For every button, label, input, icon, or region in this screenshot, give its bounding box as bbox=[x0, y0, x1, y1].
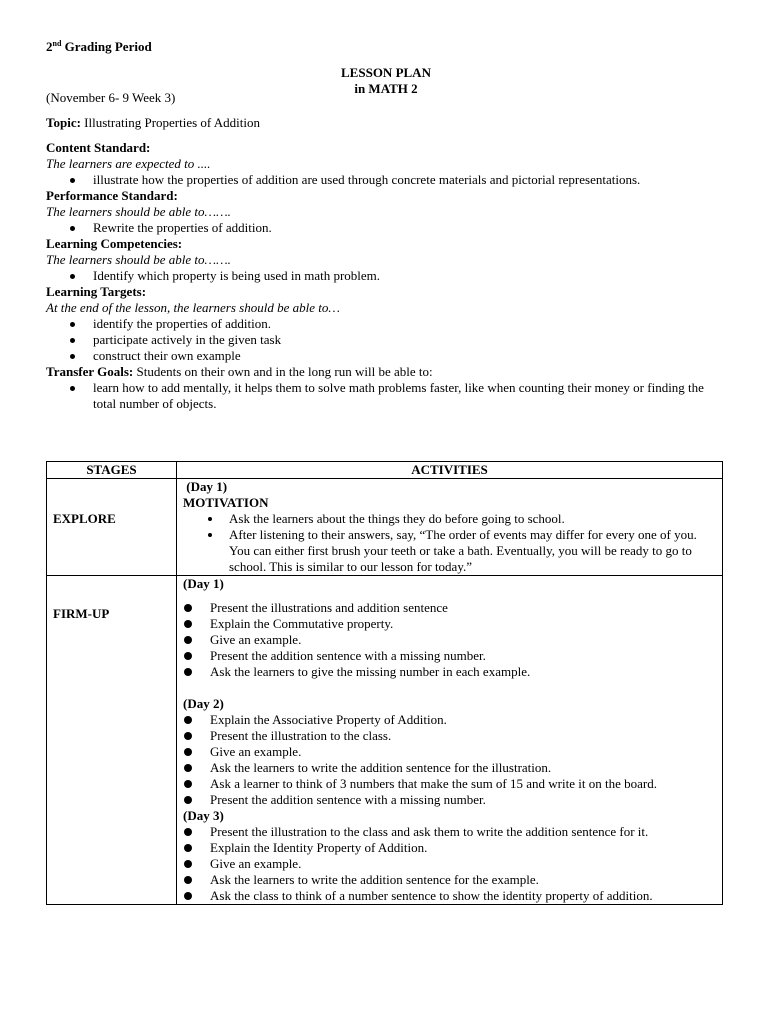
list-item: Present the illustrations and addition sentence bbox=[210, 600, 714, 616]
learning-competencies-heading: Learning Competencies: bbox=[46, 236, 183, 251]
list-item: Present the illustration to the class. bbox=[210, 728, 714, 744]
list-item: Explain the Associative Property of Addition. bbox=[210, 712, 714, 728]
list-item: illustrate how the properties of addition are used through concrete materials and pictorial representations. bbox=[93, 172, 726, 188]
title-line-2: in MATH 2 bbox=[354, 81, 418, 96]
list-item: Explain the Commutative property. bbox=[210, 616, 714, 632]
motivation-heading: MOTIVATION bbox=[183, 495, 269, 510]
list-item: Give an example. bbox=[210, 744, 714, 760]
table-row-firmup bbox=[47, 576, 723, 905]
grading-period bbox=[46, 38, 726, 55]
day-label: (Day 2) bbox=[183, 696, 224, 711]
list-item: Identify which property is being used in math problem. bbox=[93, 268, 726, 284]
performance-standard-list bbox=[46, 220, 726, 236]
day-label: (Day 1) bbox=[183, 576, 224, 591]
lesson-dates: (November 6- 9 Week 3) bbox=[46, 90, 176, 105]
transfer-goals-line bbox=[46, 364, 726, 380]
list-item: Give an example. bbox=[210, 856, 714, 872]
grading-number: 2 bbox=[46, 39, 53, 54]
list-item: identify the properties of addition. bbox=[93, 316, 726, 332]
stage-label: EXPLORE bbox=[53, 511, 116, 526]
list-item: Ask the class to think of a number sentence to show the identity property of addition. bbox=[210, 888, 714, 904]
activities-cell-firmup bbox=[177, 576, 723, 905]
stage-cell-firmup bbox=[47, 576, 177, 905]
table-row-explore bbox=[47, 479, 723, 576]
list-item: Explain the Identity Property of Addition. bbox=[210, 840, 714, 856]
transfer-goals-list bbox=[46, 380, 726, 412]
list-item: construct their own example bbox=[93, 348, 726, 364]
list-item: Give an example. bbox=[210, 632, 714, 648]
activities-cell-explore bbox=[177, 479, 723, 576]
day2-activity-list bbox=[183, 712, 714, 808]
topic-value: Illustrating Properties of Addition bbox=[80, 115, 261, 130]
day3-activity-list bbox=[183, 824, 714, 904]
grading-text: Grading Period bbox=[61, 39, 152, 54]
grading-ordinal-suffix: nd bbox=[52, 39, 62, 48]
list-item: Present the addition sentence with a missing number. bbox=[210, 792, 714, 808]
topic-label: Topic: bbox=[46, 115, 81, 130]
learning-targets-heading: Learning Targets: bbox=[46, 284, 147, 299]
learning-competencies-list bbox=[46, 268, 726, 284]
list-item: Ask the learners to write the addition sentence for the illustration. bbox=[210, 760, 714, 776]
list-item: Present the illustration to the class and ask them to write the addition sentence for it. bbox=[210, 824, 714, 840]
explore-activity-list bbox=[183, 511, 714, 575]
column-header-activities: ACTIVITIES bbox=[177, 462, 723, 479]
list-item: Present the addition sentence with a missing number. bbox=[210, 648, 714, 664]
performance-standard-heading: Performance Standard: bbox=[46, 188, 178, 203]
list-item: participate actively in the given task bbox=[93, 332, 726, 348]
stage-label: FIRM-UP bbox=[53, 606, 110, 621]
day1-activity-list bbox=[183, 600, 714, 680]
content-standard-heading: Content Standard: bbox=[46, 140, 151, 155]
performance-standard-intro: The learners should be able to……. bbox=[46, 204, 231, 219]
learning-targets-intro: At the end of the lesson, the learners should be able to… bbox=[46, 300, 340, 315]
list-item: Ask the learners to give the missing number in each example. bbox=[210, 664, 714, 680]
list-item: learn how to add mentally, it helps them to solve math problems faster, like when counting their money or finding the total number of objects. bbox=[93, 380, 726, 412]
learning-targets-list bbox=[46, 316, 726, 364]
transfer-goals-label: Transfer Goals: bbox=[46, 364, 134, 379]
column-header-stages: STAGES bbox=[47, 462, 177, 479]
table-header-row bbox=[47, 462, 723, 479]
stages-activities-table bbox=[46, 461, 723, 905]
transfer-goals-text: Students on their own and in the long run will be able to: bbox=[133, 364, 433, 379]
list-item: Rewrite the properties of addition. bbox=[93, 220, 726, 236]
day-label: (Day 1) bbox=[183, 479, 228, 494]
list-item: Ask the learners to write the addition sentence for the example. bbox=[210, 872, 714, 888]
content-standard-list bbox=[46, 172, 726, 188]
title-line-1: LESSON PLAN bbox=[341, 65, 431, 80]
lesson-plan-document bbox=[46, 38, 726, 412]
stage-cell-explore bbox=[47, 479, 177, 576]
learning-competencies-intro: The learners should be able to……. bbox=[46, 252, 231, 267]
topic-line bbox=[46, 115, 726, 131]
list-item: After listening to their answers, say, “The order of events may differ for every one of you. You can either first brush your teeth or take a bath. Eventually, you will be ready to go to school. This is similar to our lesson for today.” bbox=[229, 527, 714, 575]
list-item: Ask the learners about the things they do before going to school. bbox=[229, 511, 714, 527]
content-standard-intro: The learners are expected to .... bbox=[46, 156, 211, 171]
day-label: (Day 3) bbox=[183, 808, 224, 823]
list-item: Ask a learner to think of 3 numbers that make the sum of 15 and write it on the board. bbox=[210, 776, 714, 792]
